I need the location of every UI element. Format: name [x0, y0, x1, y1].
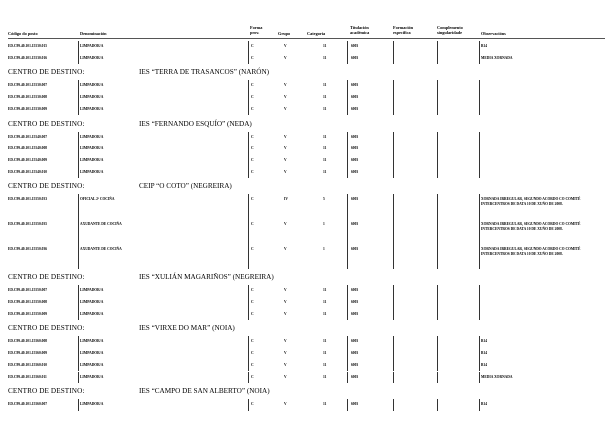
- cell-codigo: ED.C99.40.101.15530.009: [8, 106, 48, 111]
- column-divider: [248, 336, 249, 348]
- cell-categoria: 11: [323, 374, 327, 379]
- cell-forma: C: [251, 311, 254, 316]
- cell-grupo: V: [284, 106, 287, 111]
- column-divider: [479, 372, 480, 384]
- center-name: IES “XULIÁN MAGARIÑOS” (NEGREIRA): [139, 273, 274, 282]
- column-divider: [248, 41, 249, 53]
- column-divider: [437, 41, 438, 53]
- column-divider: [347, 53, 348, 65]
- cell-grupo: V: [284, 134, 287, 139]
- cell-codigo: ED.C99.40.101.15530.015: [8, 44, 48, 48]
- center-name: IES “FERNANDO ESQUÍO” (NEDA): [139, 119, 252, 128]
- column-divider: [393, 297, 394, 309]
- cell-titulacion: 6003: [351, 247, 359, 252]
- cell-titulacion: 6003: [351, 374, 359, 379]
- column-divider: [437, 132, 438, 144]
- column-divider: [248, 143, 249, 155]
- cell-grupo: V: [284, 83, 287, 88]
- cell-grupo: V: [284, 146, 287, 151]
- cell-categoria: 11: [323, 95, 327, 100]
- column-divider: [479, 399, 480, 411]
- cell-forma: C: [251, 146, 254, 151]
- section-label: CENTRO DE DESTINO:: [8, 387, 85, 396]
- cell-denominacion: LIMPADOR/A: [80, 169, 104, 174]
- column-divider: [78, 155, 79, 167]
- cell-grupo: V: [284, 169, 287, 174]
- column-divider: [78, 92, 79, 104]
- column-divider: [248, 104, 249, 116]
- cell-categoria: 11: [323, 351, 327, 356]
- cell-titulacion: 6003: [351, 157, 359, 162]
- cell-titulacion: 6003: [351, 362, 359, 367]
- cell-categoria: 11: [323, 146, 327, 151]
- cell-denominacion: LIMPADOR/A: [80, 95, 104, 100]
- column-divider: [248, 244, 249, 269]
- cell-titulacion: 6003: [351, 146, 359, 151]
- cell-categoria: 11: [323, 362, 327, 367]
- column-divider: [248, 167, 249, 179]
- column-divider: [393, 348, 394, 360]
- column-divider: [437, 143, 438, 155]
- column-divider: [347, 104, 348, 116]
- column-divider: [479, 53, 480, 65]
- column-divider: [78, 244, 79, 269]
- cell-denominacion: LIMPADOR/A: [80, 44, 104, 48]
- column-divider: [393, 194, 394, 219]
- column-divider: [393, 372, 394, 384]
- column-divider: [248, 155, 249, 167]
- cell-codigo: ED.C99.40.101.15540.010: [8, 169, 48, 174]
- cell-codigo: ED.C99.40.101.15550.008: [8, 300, 48, 304]
- column-divider: [347, 219, 348, 244]
- column-divider: [393, 219, 394, 244]
- cell-titulacion: 6003: [351, 55, 359, 60]
- column-divider: [78, 41, 79, 53]
- column-divider: [479, 143, 480, 155]
- column-divider: [78, 399, 79, 411]
- column-divider: [437, 92, 438, 104]
- column-divider: [393, 167, 394, 179]
- column-divider: [78, 360, 79, 372]
- column-divider: [479, 80, 480, 92]
- cell-forma: C: [251, 300, 254, 304]
- cell-codigo: ED.C99.40.101.15540.009: [8, 157, 48, 162]
- column-divider: [479, 297, 480, 309]
- column-divider: [248, 372, 249, 384]
- header-denominacion: Denominación: [80, 31, 107, 36]
- cell-forma: C: [251, 134, 254, 139]
- column-divider: [78, 336, 79, 348]
- cell-observacions: XORNADA IRREGULAR, SEGUNDO ACORDO CO COMITÉ INTERCENTROS DE DATA 10 DE XUÑO DE 2008.: [481, 247, 581, 256]
- section-header: [0, 387, 615, 399]
- section-label: CENTRO DE DESTINO:: [8, 324, 85, 333]
- cell-observacions: B14: [481, 351, 487, 356]
- cell-codigo: ED.C99.40.101.15560.009: [8, 351, 48, 356]
- cell-observacions: XORNADA IRREGULAR, SEGUNDO ACORDO CO COMITÉ INTERCENTROS DE DATA 10 DE XUÑO DE 2008.: [481, 222, 581, 231]
- section-header: [0, 120, 615, 132]
- column-divider: [78, 167, 79, 179]
- cell-forma: C: [251, 106, 254, 111]
- cell-denominacion: LIMPADOR/A: [80, 351, 104, 356]
- cell-denominacion: LIMPADOR/A: [80, 134, 104, 139]
- table-row: [0, 360, 615, 372]
- column-divider: [393, 336, 394, 348]
- column-divider: [393, 155, 394, 167]
- column-divider: [78, 219, 79, 244]
- cell-titulacion: 6003: [351, 134, 359, 139]
- column-divider: [479, 219, 480, 244]
- header-rule: [8, 38, 605, 39]
- cell-observacions: B14: [481, 44, 487, 48]
- section-label: CENTRO DE DESTINO:: [8, 68, 85, 77]
- column-divider: [393, 309, 394, 321]
- column-divider: [479, 244, 480, 269]
- column-divider: [437, 53, 438, 65]
- column-divider: [393, 53, 394, 65]
- cell-forma: C: [251, 95, 254, 100]
- section-label: CENTRO DE DESTINO:: [8, 273, 85, 282]
- column-divider: [393, 285, 394, 297]
- cell-grupo: V: [284, 374, 287, 379]
- cell-forma: C: [251, 351, 254, 356]
- section-label: CENTRO DE DESTINO:: [8, 182, 85, 191]
- column-divider: [437, 336, 438, 348]
- cell-categoria: 1: [323, 222, 325, 227]
- column-divider: [479, 92, 480, 104]
- cell-forma: C: [251, 44, 254, 48]
- cell-titulacion: 6003: [351, 288, 359, 293]
- table-row: [0, 297, 615, 309]
- cell-denominacion: AXUDANTE DE COCIÑA: [80, 247, 122, 252]
- cell-codigo: ED.C99.40.101.15560.008: [8, 339, 48, 344]
- cell-titulacion: 6003: [351, 311, 359, 316]
- column-divider: [479, 155, 480, 167]
- table-row: [0, 336, 615, 348]
- column-divider: [437, 244, 438, 269]
- cell-categoria: 11: [323, 402, 327, 407]
- column-divider: [248, 53, 249, 65]
- column-divider: [437, 104, 438, 116]
- column-divider: [437, 399, 438, 411]
- column-divider: [393, 244, 394, 269]
- cell-denominacion: LIMPADOR/A: [80, 288, 104, 293]
- cell-forma: C: [251, 362, 254, 367]
- column-divider: [248, 360, 249, 372]
- column-divider: [347, 92, 348, 104]
- column-divider: [437, 80, 438, 92]
- column-divider: [78, 194, 79, 219]
- cell-observacions: B14: [481, 339, 487, 344]
- cell-codigo: ED.C99.40.101.15550.033: [8, 197, 48, 202]
- header-observacions: Observacións: [481, 31, 506, 36]
- column-divider: [479, 360, 480, 372]
- table-row: [0, 244, 615, 269]
- column-divider: [479, 41, 480, 53]
- cell-denominacion: LIMPADOR/A: [80, 106, 104, 111]
- column-divider: [78, 132, 79, 144]
- header-codigo: Código do posto: [8, 31, 38, 36]
- cell-titulacion: 6003: [351, 106, 359, 111]
- column-divider: [78, 80, 79, 92]
- cell-forma: C: [251, 222, 254, 227]
- cell-titulacion: 6003: [351, 300, 359, 304]
- cell-categoria: 11: [323, 44, 327, 48]
- table-row: [0, 132, 615, 144]
- header-categoria: Categoría: [307, 31, 326, 36]
- cell-codigo: ED.C99.40.101.15560.007: [8, 402, 48, 407]
- column-divider: [347, 372, 348, 384]
- column-divider: [479, 167, 480, 179]
- cell-forma: C: [251, 247, 254, 252]
- column-divider: [393, 92, 394, 104]
- cell-denominacion: LIMPADOR/A: [80, 146, 104, 151]
- cell-denominacion: LIMPADOR/A: [80, 83, 104, 88]
- cell-codigo: ED.C99.40.101.15550.036: [8, 247, 48, 252]
- column-divider: [248, 297, 249, 309]
- column-divider: [393, 360, 394, 372]
- cell-codigo: ED.C99.40.101.15540.008: [8, 146, 48, 151]
- column-divider: [437, 372, 438, 384]
- cell-grupo: V: [284, 288, 287, 293]
- table-row: [0, 219, 615, 244]
- cell-grupo: V: [284, 95, 287, 100]
- column-divider: [393, 104, 394, 116]
- table-row: [0, 167, 615, 179]
- section-header: [0, 182, 615, 194]
- column-divider: [437, 155, 438, 167]
- column-divider: [78, 372, 79, 384]
- column-divider: [437, 167, 438, 179]
- section-label: CENTRO DE DESTINO:: [8, 119, 85, 128]
- cell-denominacion: LIMPADOR/A: [80, 339, 104, 344]
- cell-titulacion: 6003: [351, 44, 359, 48]
- cell-titulacion: 6003: [351, 95, 359, 100]
- column-divider: [347, 348, 348, 360]
- cell-forma: C: [251, 157, 254, 162]
- table-row: [0, 155, 615, 167]
- cell-grupo: V: [284, 55, 287, 60]
- column-divider: [248, 92, 249, 104]
- cell-titulacion: 6003: [351, 169, 359, 174]
- cell-denominacion: LIMPADOR/A: [80, 374, 104, 379]
- cell-codigo: ED.C99.40.101.15530.008: [8, 95, 48, 100]
- cell-categoria: 11: [323, 83, 327, 88]
- table-row: [0, 92, 615, 104]
- section-header: [0, 68, 615, 80]
- cell-categoria: 1: [323, 247, 325, 252]
- column-divider: [248, 219, 249, 244]
- column-divider: [248, 399, 249, 411]
- cell-codigo: ED.C99.40.101.15550.035: [8, 222, 48, 227]
- cell-forma: C: [251, 55, 254, 60]
- cell-codigo: ED.C99.40.101.15550.007: [8, 288, 48, 293]
- table-row: [0, 53, 615, 65]
- column-divider: [479, 104, 480, 116]
- column-divider: [393, 41, 394, 53]
- column-divider: [479, 336, 480, 348]
- column-divider: [347, 336, 348, 348]
- column-divider: [347, 309, 348, 321]
- column-divider: [393, 399, 394, 411]
- column-divider: [393, 143, 394, 155]
- column-divider: [479, 285, 480, 297]
- column-divider: [479, 132, 480, 144]
- cell-codigo: ED.C99.40.101.15530.016: [8, 55, 48, 60]
- cell-categoria: 11: [323, 339, 327, 344]
- cell-categoria: 11: [323, 311, 327, 316]
- cell-categoria: 11: [323, 134, 327, 139]
- cell-denominacion: OFICIAL 2ª COCIÑA: [80, 197, 115, 202]
- column-divider: [248, 132, 249, 144]
- cell-categoria: 11: [323, 288, 327, 293]
- header-grupo: Grupo: [278, 31, 291, 36]
- cell-forma: C: [251, 169, 254, 174]
- column-divider: [347, 399, 348, 411]
- cell-observacions: XORNADA IRREGULAR, SEGUNDO ACORDO CO COMITÉ INTERCENTROS DE DATA 10 DE XUÑO DE 2008.: [481, 197, 581, 206]
- column-divider: [437, 297, 438, 309]
- column-divider: [78, 53, 79, 65]
- column-divider: [393, 80, 394, 92]
- cell-grupo: V: [284, 44, 287, 48]
- column-divider: [347, 155, 348, 167]
- column-divider: [347, 143, 348, 155]
- center-name: CEIP “O COTO” (NEGREIRA): [139, 182, 232, 191]
- cell-categoria: 11: [323, 55, 327, 60]
- table-row: [0, 41, 615, 53]
- cell-titulacion: 6003: [351, 222, 359, 227]
- cell-categoria: 11: [323, 169, 327, 174]
- column-divider: [347, 244, 348, 269]
- column-divider: [248, 285, 249, 297]
- table-row: [0, 80, 615, 92]
- cell-denominacion: LIMPADOR/A: [80, 311, 104, 316]
- column-divider: [248, 80, 249, 92]
- cell-categoria: 11: [323, 106, 327, 111]
- column-divider: [347, 360, 348, 372]
- cell-categoria: 11: [323, 157, 327, 162]
- cell-categoria: 5: [323, 197, 325, 202]
- cell-observacions: MEDIA XORNADA: [481, 55, 513, 60]
- cell-titulacion: 6003: [351, 339, 359, 344]
- column-divider: [78, 297, 79, 309]
- cell-titulacion: 6003: [351, 197, 359, 202]
- cell-grupo: V: [284, 222, 287, 227]
- column-divider: [347, 41, 348, 53]
- center-name: IES “TERRA DE TRASANCOS” (NARÓN): [139, 68, 270, 77]
- cell-grupo: V: [284, 351, 287, 356]
- table-row: [0, 348, 615, 360]
- header-forma: Forma prov.: [250, 25, 263, 35]
- column-divider: [78, 104, 79, 116]
- table-row: [0, 104, 615, 116]
- column-divider: [347, 167, 348, 179]
- cell-grupo: IV: [284, 197, 288, 202]
- column-divider: [248, 309, 249, 321]
- cell-denominacion: LIMPADOR/A: [80, 300, 104, 304]
- cell-forma: C: [251, 402, 254, 407]
- cell-denominacion: AXUDANTE DE COCIÑA: [80, 222, 122, 227]
- section-header: [0, 324, 615, 336]
- cell-observacions: B14: [481, 402, 487, 407]
- center-name: IES “VIRXE DO MAR” (NOIA): [139, 324, 235, 333]
- cell-codigo: ED.C99.40.101.15540.007: [8, 134, 48, 139]
- cell-codigo: ED.C99.40.101.15550.009: [8, 311, 48, 316]
- cell-observacions: MEDIA XORNADA: [481, 374, 513, 379]
- cell-forma: C: [251, 374, 254, 379]
- table-row: [0, 399, 615, 411]
- column-divider: [479, 348, 480, 360]
- cell-denominacion: LIMPADOR/A: [80, 55, 104, 60]
- header-complemento: Complemento singularidade: [437, 25, 463, 35]
- cell-titulacion: 6003: [351, 402, 359, 407]
- cell-denominacion: LIMPADOR/A: [80, 402, 104, 407]
- cell-denominacion: LIMPADOR/A: [80, 362, 104, 367]
- column-divider: [347, 297, 348, 309]
- cell-grupo: V: [284, 300, 287, 304]
- cell-codigo: ED.C99.40.101.15560.010: [8, 362, 48, 367]
- column-divider: [347, 80, 348, 92]
- column-divider: [437, 309, 438, 321]
- cell-grupo: V: [284, 311, 287, 316]
- cell-categoria: 11: [323, 300, 327, 304]
- column-divider: [479, 194, 480, 219]
- cell-denominacion: LIMPADOR/A: [80, 157, 104, 162]
- cell-grupo: V: [284, 402, 287, 407]
- column-divider: [437, 219, 438, 244]
- center-name: IES “CAMPO DE SAN ALBERTO” (NOIA): [139, 387, 270, 396]
- table-row: [0, 309, 615, 321]
- cell-grupo: V: [284, 247, 287, 252]
- header-formacion: Formación específica: [393, 25, 414, 35]
- cell-titulacion: 6003: [351, 83, 359, 88]
- column-divider: [437, 360, 438, 372]
- column-divider: [437, 285, 438, 297]
- column-divider: [393, 132, 394, 144]
- column-divider: [437, 348, 438, 360]
- column-divider: [347, 285, 348, 297]
- cell-codigo: ED.C99.40.101.15530.007: [8, 83, 48, 88]
- column-divider: [78, 348, 79, 360]
- cell-forma: C: [251, 197, 254, 202]
- cell-codigo: ED.C99.40.101.15560.011: [8, 374, 47, 379]
- section-header: [0, 273, 615, 285]
- column-divider: [347, 194, 348, 219]
- column-divider: [347, 132, 348, 144]
- cell-forma: C: [251, 339, 254, 344]
- table-row: [0, 143, 615, 155]
- column-divider: [479, 309, 480, 321]
- table-row: [0, 285, 615, 297]
- cell-grupo: V: [284, 157, 287, 162]
- column-divider: [78, 285, 79, 297]
- cell-forma: C: [251, 83, 254, 88]
- column-divider: [437, 194, 438, 219]
- cell-grupo: V: [284, 362, 287, 367]
- cell-titulacion: 6003: [351, 351, 359, 356]
- cell-grupo: V: [284, 339, 287, 344]
- column-divider: [248, 348, 249, 360]
- column-divider: [78, 143, 79, 155]
- cell-forma: C: [251, 288, 254, 293]
- cell-observacions: B14: [481, 362, 487, 367]
- table-row: [0, 372, 615, 384]
- column-divider: [248, 194, 249, 219]
- table-row: [0, 194, 615, 219]
- column-divider: [78, 309, 79, 321]
- header-titulacion: Titulación académica: [350, 25, 370, 35]
